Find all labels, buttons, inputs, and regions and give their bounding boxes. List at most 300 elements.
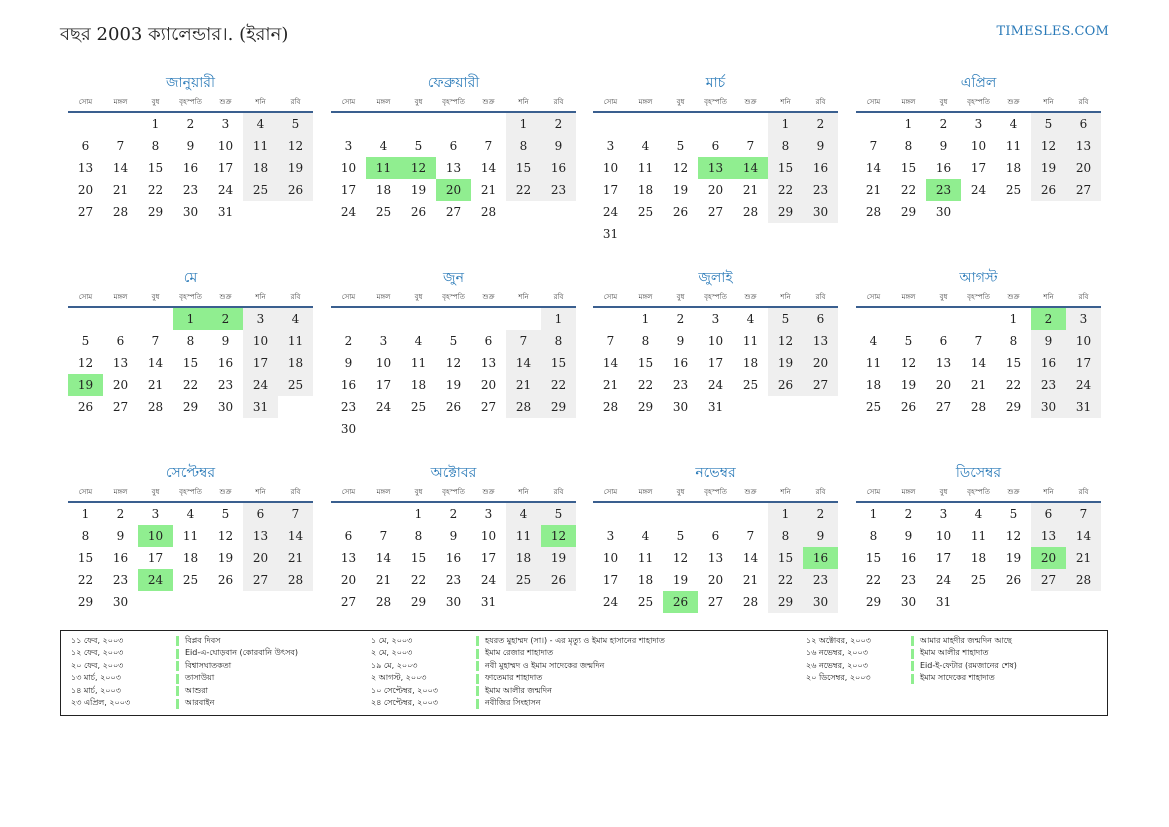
month-name: জুলাই: [698, 270, 733, 286]
day-cell: 9: [449, 529, 458, 543]
day-cell: 17: [602, 183, 619, 197]
day-cell: 9: [676, 334, 685, 348]
day-cell: 21: [742, 183, 759, 197]
day-cell: 7: [746, 139, 755, 153]
day-cell: 25: [375, 205, 392, 219]
day-cell: 22: [147, 183, 164, 197]
weekday-label: শনি: [1043, 293, 1054, 301]
weekday-label: বৃহস্পতি: [442, 98, 465, 106]
holiday-day-cell: 24: [138, 569, 173, 591]
month-name: এপ্রিল: [960, 75, 997, 91]
empty-cell: [628, 503, 663, 525]
day-cell: 7: [1066, 503, 1101, 525]
day-cell: 13: [1031, 525, 1066, 547]
day-cell: 13: [935, 356, 952, 370]
day-cell: 19: [541, 547, 576, 569]
day-cell: 22: [865, 573, 882, 587]
weekday-label: বৃহস্পতি: [179, 293, 202, 301]
weekday-label: মঙ্গল: [638, 98, 653, 106]
day-cell: 2: [803, 503, 838, 525]
weekday-label: মঙ্গল: [113, 98, 128, 106]
day-cell: 12: [672, 161, 689, 175]
weekday-label: রবি: [1078, 98, 1089, 106]
day-cell: 7: [484, 139, 493, 153]
day-cell: 29: [77, 595, 94, 609]
day-cell: 28: [112, 205, 129, 219]
day-cell: 18: [243, 157, 278, 179]
legend-holiday-name: আমার মাহদীর জন্মদিন আছে: [920, 635, 1012, 645]
weekday-label: বৃহস্পতি: [179, 98, 202, 106]
weekday-header: [331, 93, 576, 113]
legend-column: [61, 635, 298, 710]
day-cell: 7: [278, 503, 313, 525]
legend-date: ২ মে, ২০০৩: [371, 648, 413, 658]
day-cell: 21: [506, 374, 541, 396]
day-cell: 10: [340, 161, 357, 175]
day-cell: 2: [344, 334, 353, 348]
day-cell: 2: [186, 117, 195, 131]
empty-cell: [366, 503, 401, 525]
empty-cell: [856, 308, 891, 330]
day-cell: 6: [484, 334, 493, 348]
weekday-label: শুক্র: [482, 98, 495, 106]
weekday-label: বুধ: [151, 293, 160, 301]
weekday-label: শুক্র: [219, 293, 232, 301]
weekday-label: মঙ্গল: [376, 293, 391, 301]
day-cell: 2: [939, 117, 948, 131]
weekday-label: বৃহস্পতি: [704, 488, 727, 496]
day-cell: 1: [506, 113, 541, 135]
day-cell: 10: [935, 529, 952, 543]
day-cell: 15: [900, 161, 917, 175]
day-cell: 20: [77, 183, 94, 197]
day-cell: 9: [803, 135, 838, 157]
day-cell: 14: [742, 551, 759, 565]
weekday-label: শনি: [518, 488, 529, 496]
day-cell: 25: [278, 374, 313, 396]
holiday-color-marker: [176, 674, 179, 684]
legend-row: [796, 673, 1017, 686]
day-cell: 4: [974, 507, 983, 521]
day-cell: 17: [147, 551, 164, 565]
day-cell: 19: [1031, 157, 1066, 179]
legend-date: ১২ অক্টোবর, ২০০৩: [806, 635, 871, 645]
day-cell: 6: [81, 139, 90, 153]
day-cell: 20: [803, 352, 838, 374]
day-cell: 5: [414, 139, 423, 153]
day-cell: 30: [340, 422, 357, 436]
day-cell: 21: [602, 378, 619, 392]
legend-holiday-name: ফাতেমার শাহাদাত: [485, 673, 543, 683]
empty-cell: [593, 113, 628, 135]
weekday-label: রবি: [1078, 488, 1089, 496]
day-cell: 23: [340, 400, 357, 414]
day-cell: 30: [1031, 396, 1066, 418]
weekday-label: বৃহস্পতি: [179, 488, 202, 496]
empty-cell: [961, 308, 996, 330]
holiday-color-marker: [911, 636, 914, 646]
day-cell: 5: [768, 308, 803, 330]
day-grid: [593, 503, 838, 613]
day-cell: 14: [112, 161, 129, 175]
day-grid: [593, 308, 838, 418]
weekday-label: মঙ্গল: [113, 488, 128, 496]
holiday-color-marker: [476, 636, 479, 646]
weekday-label: শুক্র: [744, 488, 757, 496]
month-block: [68, 73, 313, 223]
day-cell: 21: [865, 183, 882, 197]
day-cell: 30: [217, 400, 234, 414]
weekday-header: [331, 483, 576, 503]
weekday-label: বৃহস্পতি: [967, 98, 990, 106]
day-cell: 18: [1005, 161, 1022, 175]
day-cell: 12: [1005, 529, 1022, 543]
empty-cell: [68, 308, 103, 330]
day-cell: 3: [939, 507, 948, 521]
day-cell: 18: [865, 378, 882, 392]
legend-date: ২৪ সেপ্টেম্বর, ২০০৩: [371, 698, 438, 708]
day-cell: 22: [768, 569, 803, 591]
holiday-day-cell: 13: [698, 157, 733, 179]
legend-holiday-name: আশুরা: [185, 685, 208, 695]
day-cell: 23: [1031, 374, 1066, 396]
month-block: [331, 268, 576, 440]
weekday-label: সোম: [603, 98, 618, 106]
day-cell: 19: [900, 378, 917, 392]
day-cell: 21: [147, 378, 164, 392]
weekday-label: রবি: [553, 488, 564, 496]
holiday-legend: [60, 630, 1108, 716]
legend-holiday-name: ইমাম রেজার শাহাদাত: [485, 648, 554, 658]
day-cell: 16: [1031, 352, 1066, 374]
holiday-day-cell: 14: [733, 157, 768, 179]
day-cell: 19: [672, 573, 689, 587]
day-cell: 23: [445, 573, 462, 587]
weekday-label: বুধ: [676, 488, 685, 496]
day-cell: 5: [81, 334, 90, 348]
empty-cell: [663, 113, 698, 135]
empty-cell: [436, 308, 471, 330]
day-cell: 31: [935, 595, 952, 609]
month-block: [68, 463, 313, 613]
day-cell: 19: [278, 157, 313, 179]
weekday-label: মঙ্গল: [638, 293, 653, 301]
weekday-header: [68, 93, 313, 113]
day-cell: 8: [506, 135, 541, 157]
day-cell: 10: [480, 529, 497, 543]
day-cell: 9: [939, 139, 948, 153]
day-cell: 24: [1066, 374, 1101, 396]
day-cell: 2: [803, 113, 838, 135]
weekday-label: সোম: [603, 488, 618, 496]
day-cell: 18: [637, 183, 654, 197]
legend-column: [361, 635, 665, 710]
weekday-label: বৃহস্পতি: [442, 488, 465, 496]
weekday-label: শনি: [780, 293, 791, 301]
empty-cell: [506, 308, 541, 330]
day-cell: 11: [506, 525, 541, 547]
empty-cell: [733, 503, 768, 525]
weekday-label: শুক্র: [1007, 488, 1020, 496]
weekday-label: বৃহস্পতি: [704, 98, 727, 106]
day-cell: 10: [970, 139, 987, 153]
day-cell: 3: [606, 139, 615, 153]
day-cell: 8: [414, 529, 423, 543]
day-cell: 9: [1031, 330, 1066, 352]
day-cell: 20: [112, 378, 129, 392]
day-cell: 18: [375, 183, 392, 197]
day-cell: 26: [410, 205, 427, 219]
day-cell: 11: [637, 551, 654, 565]
day-cell: 18: [970, 551, 987, 565]
day-cell: 25: [243, 179, 278, 201]
day-cell: 26: [768, 374, 803, 396]
day-grid: [856, 113, 1101, 223]
day-cell: 11: [742, 334, 759, 348]
day-cell: 25: [970, 573, 987, 587]
empty-cell: [436, 113, 471, 135]
weekday-label: শুক্র: [744, 293, 757, 301]
day-cell: 5: [541, 503, 576, 525]
month-block: [856, 73, 1101, 223]
day-cell: 27: [803, 374, 838, 396]
day-cell: 16: [803, 157, 838, 179]
weekday-label: বৃহস্পতি: [967, 488, 990, 496]
weekday-label: বুধ: [151, 98, 160, 106]
month-name: মে: [183, 270, 198, 286]
day-cell: 26: [77, 400, 94, 414]
weekday-label: শুক্র: [744, 98, 757, 106]
site-link[interactable]: TIMESLES.COM: [996, 24, 1109, 39]
legend-row: [796, 660, 1017, 673]
day-cell: 2: [116, 507, 125, 521]
day-cell: 9: [541, 135, 576, 157]
day-cell: 17: [970, 161, 987, 175]
day-cell: 11: [182, 529, 199, 543]
empty-cell: [138, 308, 173, 330]
empty-cell: [103, 113, 138, 135]
legend-date: ১১ ফেব, ২০০৩: [71, 635, 124, 645]
day-cell: 23: [182, 183, 199, 197]
day-cell: 2: [676, 312, 685, 326]
day-cell: 11: [865, 356, 882, 370]
day-cell: 15: [410, 551, 427, 565]
weekday-label: মঙ্গল: [638, 488, 653, 496]
day-cell: 13: [803, 330, 838, 352]
day-cell: 22: [1005, 378, 1022, 392]
day-cell: 28: [865, 205, 882, 219]
day-cell: 17: [707, 356, 724, 370]
month-name: অক্টোবর: [430, 465, 477, 481]
day-cell: 6: [939, 334, 948, 348]
legend-date: ১৯ মে, ২০০৩: [371, 660, 418, 670]
holiday-color-marker: [476, 674, 479, 684]
day-cell: 27: [1031, 569, 1066, 591]
weekday-label: বৃহস্পতি: [704, 293, 727, 301]
weekday-header: [593, 93, 838, 113]
day-cell: 16: [182, 161, 199, 175]
day-cell: 29: [541, 396, 576, 418]
holiday-day-cell: 10: [138, 525, 173, 547]
weekday-label: রবি: [553, 293, 564, 301]
empty-cell: [628, 113, 663, 135]
day-cell: 27: [340, 595, 357, 609]
day-cell: 27: [935, 400, 952, 414]
day-cell: 7: [869, 139, 878, 153]
holiday-color-marker: [176, 686, 179, 696]
weekday-label: রবি: [290, 293, 301, 301]
weekday-label: সোম: [866, 293, 881, 301]
legend-holiday-name: হযরত মুহাম্মদ (সা।) - এর মৃত্যু ও ইমাম হাসানের শাহাদাত: [485, 635, 665, 645]
day-cell: 17: [935, 551, 952, 565]
day-cell: 10: [602, 161, 619, 175]
day-cell: 3: [606, 529, 615, 543]
day-cell: 14: [375, 551, 392, 565]
holiday-day-cell: 26: [663, 591, 698, 613]
weekday-label: বুধ: [939, 293, 948, 301]
month-block: [593, 268, 838, 418]
day-cell: 6: [711, 139, 720, 153]
day-cell: 10: [1066, 330, 1101, 352]
holiday-day-cell: 1: [173, 308, 208, 330]
day-cell: 30: [112, 595, 129, 609]
weekday-label: শনি: [780, 98, 791, 106]
day-cell: 27: [77, 205, 94, 219]
legend-row: [796, 635, 1017, 648]
weekday-label: শুক্র: [1007, 98, 1020, 106]
day-cell: 24: [602, 595, 619, 609]
weekday-label: বৃহস্পতি: [442, 293, 465, 301]
day-cell: 28: [480, 205, 497, 219]
empty-cell: [68, 113, 103, 135]
day-cell: 28: [602, 400, 619, 414]
day-cell: 24: [935, 573, 952, 587]
month-name: জানুয়ারী: [166, 75, 215, 91]
weekday-label: শুক্র: [219, 488, 232, 496]
day-cell: 12: [278, 135, 313, 157]
day-cell: 22: [506, 179, 541, 201]
day-cell: 19: [768, 352, 803, 374]
day-cell: 24: [970, 183, 987, 197]
weekday-label: শনি: [518, 293, 529, 301]
holiday-day-cell: 12: [401, 157, 436, 179]
empty-cell: [331, 113, 366, 135]
day-cell: 7: [379, 529, 388, 543]
day-cell: 1: [541, 308, 576, 330]
day-cell: 6: [1031, 503, 1066, 525]
day-cell: 22: [182, 378, 199, 392]
day-cell: 31: [602, 227, 619, 241]
day-cell: 30: [935, 205, 952, 219]
day-cell: 15: [541, 352, 576, 374]
day-grid: [68, 503, 313, 613]
day-cell: 13: [480, 356, 497, 370]
weekday-label: শনি: [1043, 98, 1054, 106]
weekday-header: [593, 483, 838, 503]
legend-date: ১৪ মার্চ, ২০০৩: [71, 685, 121, 695]
month-block: [68, 268, 313, 418]
day-cell: 17: [602, 573, 619, 587]
day-cell: 29: [768, 591, 803, 613]
legend-holiday-name: বিশ্বাসঘাতকতা: [185, 660, 232, 670]
day-cell: 17: [340, 183, 357, 197]
legend-date: ২০ ডিসেম্বর, ২০০৩: [806, 673, 871, 683]
month-name: ফেব্রুয়ারী: [427, 75, 480, 91]
day-cell: 10: [707, 334, 724, 348]
day-cell: 3: [243, 308, 278, 330]
holiday-color-marker: [176, 636, 179, 646]
weekday-label: সোম: [78, 98, 93, 106]
day-cell: 29: [1005, 400, 1022, 414]
day-cell: 15: [865, 551, 882, 565]
day-cell: 8: [641, 334, 650, 348]
day-cell: 18: [506, 547, 541, 569]
day-cell: 25: [182, 573, 199, 587]
month-block: [593, 73, 838, 245]
day-cell: 11: [278, 330, 313, 352]
weekday-label: মঙ্গল: [113, 293, 128, 301]
day-cell: 27: [445, 205, 462, 219]
day-cell: 19: [217, 551, 234, 565]
holiday-color-marker: [476, 649, 479, 659]
day-cell: 1: [768, 113, 803, 135]
day-cell: 3: [1066, 308, 1101, 330]
day-cell: 23: [803, 179, 838, 201]
day-cell: 6: [1066, 113, 1101, 135]
day-cell: 30: [182, 205, 199, 219]
day-cell: 27: [707, 595, 724, 609]
day-cell: 9: [803, 525, 838, 547]
day-cell: 17: [1066, 352, 1101, 374]
day-cell: 31: [707, 400, 724, 414]
weekday-label: শুক্র: [482, 488, 495, 496]
day-grid: [331, 113, 576, 223]
legend-holiday-name: ইমাম আলীর শাহাদাত: [920, 648, 989, 658]
day-cell: 26: [445, 400, 462, 414]
weekday-label: মঙ্গল: [901, 293, 916, 301]
day-cell: 23: [803, 569, 838, 591]
day-cell: 16: [672, 356, 689, 370]
day-cell: 18: [410, 378, 427, 392]
day-cell: 1: [641, 312, 650, 326]
month-name: সেপ্টেম্বর: [165, 465, 216, 481]
month-block: [856, 463, 1101, 613]
day-cell: 13: [112, 356, 129, 370]
day-cell: 8: [768, 525, 803, 547]
day-cell: 11: [637, 161, 654, 175]
day-cell: 13: [445, 161, 462, 175]
day-cell: 20: [480, 378, 497, 392]
day-cell: 22: [900, 183, 917, 197]
day-cell: 23: [900, 573, 917, 587]
day-cell: 9: [904, 529, 913, 543]
legend-row: [796, 648, 1017, 661]
legend-holiday-name: তাসাউয়া: [185, 673, 215, 683]
weekday-header: [331, 288, 576, 308]
month-block: [331, 73, 576, 223]
day-cell: 7: [606, 334, 615, 348]
weekday-label: মঙ্গল: [376, 488, 391, 496]
empty-cell: [593, 503, 628, 525]
day-cell: 22: [637, 378, 654, 392]
month-name: নভেম্বর: [695, 465, 736, 481]
day-cell: 4: [1009, 117, 1018, 131]
day-grid: [68, 308, 313, 418]
month-block: [856, 268, 1101, 418]
legend-holiday-name: ইমাম আলীর জন্মদিন: [485, 685, 552, 695]
day-cell: 6: [449, 139, 458, 153]
empty-cell: [331, 308, 366, 330]
